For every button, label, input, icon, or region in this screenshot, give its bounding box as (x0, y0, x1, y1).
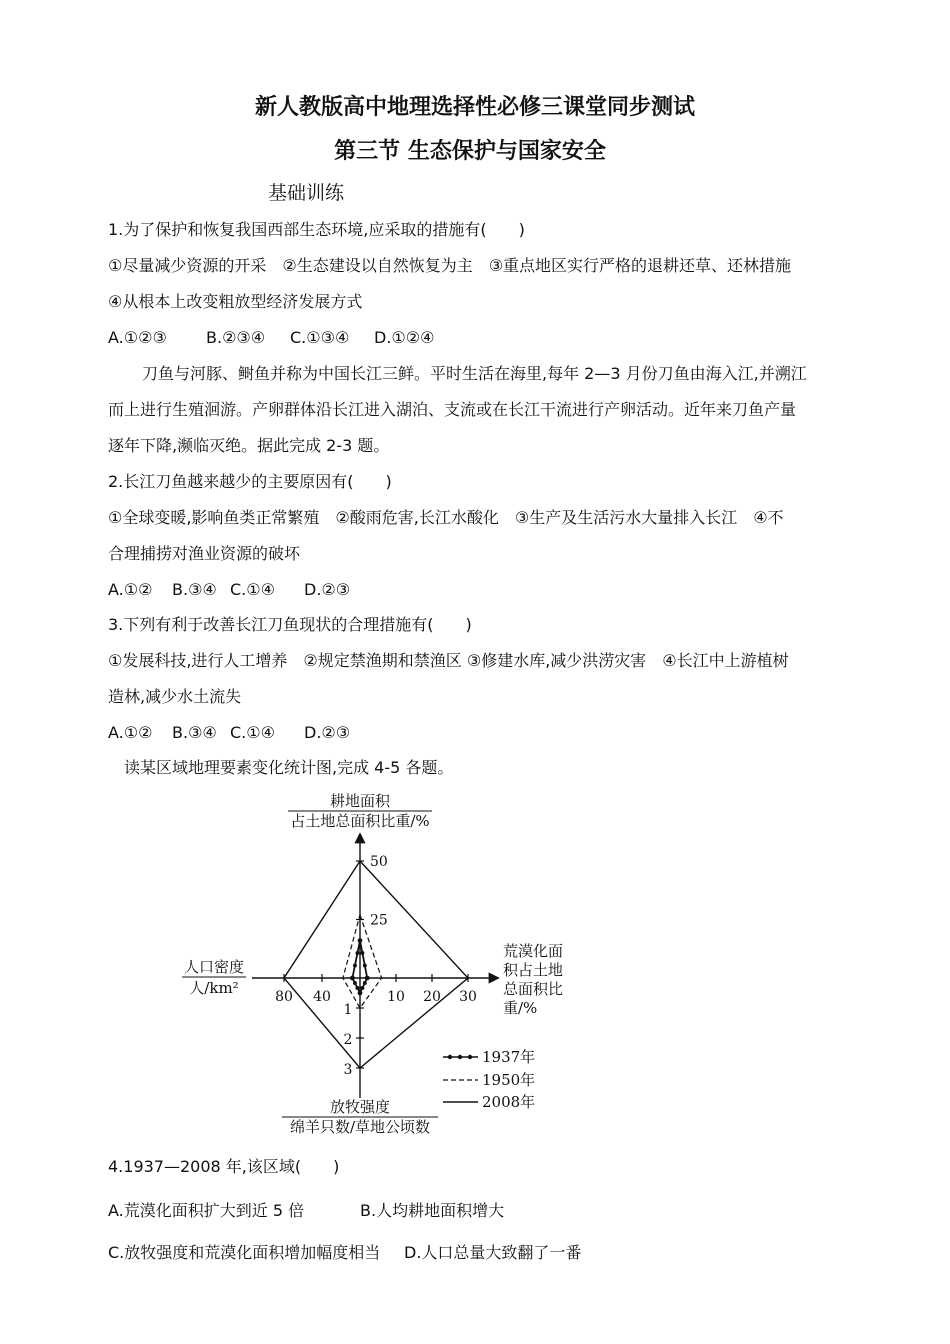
q4-option-c: C.放牧强度和荒漠化面积增加幅度相当 (108, 1243, 381, 1262)
page-title: 新人教版高中地理选择性必修三课堂同步测试 (254, 95, 695, 120)
tick-label-desertification: 20 (423, 989, 441, 1005)
passage1-line2: 而上进行生殖洄游。产卵群体沿长江进入湖泊、支流或在长江干流进行产卵活动。近年来刀鱼产量 (108, 400, 797, 419)
q4-stem: 4.1937—2008 年,该区域( ) (108, 1157, 340, 1176)
q4-option-b: B.人均耕地面积增大 (360, 1201, 505, 1220)
axis-right-label-3: 总面积比 (503, 980, 564, 998)
tick-label-grazing: 2 (343, 1032, 353, 1048)
series-1937-point (365, 976, 370, 981)
q1-option-b: B.②③④ (206, 328, 266, 347)
legend-1950-label: 1950年 (482, 1071, 536, 1089)
q2-items-line2: 合理捕捞对渔业资源的破坏 (108, 544, 301, 563)
passage1-line3: 逐年下降,濒临灭绝。据此完成 2-3 题。 (108, 436, 390, 455)
axis-left-label-2: 人/km² (189, 979, 239, 997)
axis-top-label-1: 耕地面积 (329, 792, 391, 810)
q2-option-b: B.③④ (172, 580, 217, 599)
tick-label-cropland: 50 (370, 854, 388, 870)
tick-label-grazing: 3 (343, 1062, 353, 1078)
q3-option-c: C.①④ (230, 723, 275, 742)
series-1937-point (358, 991, 363, 996)
axis-top-label-2: 占土地总面积比重/% (290, 812, 430, 830)
q3-options (108, 722, 350, 744)
series-1937-point (358, 938, 363, 943)
tick-label-population: 80 (275, 989, 293, 1005)
q2-items-line1: ①全球变暖,影响鱼类正常繁殖 ②酸雨危害,长江水酸化 ③生产及生活污水大量排入长江 ④不 (108, 508, 784, 527)
q4-option-d: D.人口总量大致翻了一番 (404, 1243, 582, 1262)
q1-option-c: C.①③④ (290, 328, 350, 347)
q3-option-b: B.③④ (172, 723, 217, 742)
tick-label-population: 40 (313, 989, 331, 1005)
q2-options (108, 579, 350, 601)
section-heading: 基础训练 (268, 182, 345, 204)
q3-option-a: A.①② (108, 723, 153, 742)
legend-1937-dot (448, 1055, 452, 1059)
passage2: 读某区域地理要素变化统计图,完成 4-5 各题。 (124, 758, 454, 777)
series-1937-marker (353, 981, 357, 985)
page-subtitle: 第三节 生态保护与国家安全 (334, 139, 606, 164)
legend-2008-label: 2008年 (482, 1093, 536, 1111)
q1-option-a: A.①②③ (108, 328, 167, 347)
axis-bottom-label-1: 放牧强度 (329, 1098, 391, 1116)
tick-label-desertification: 10 (387, 989, 405, 1005)
legend-1937-dot (458, 1055, 462, 1059)
legend-1937-dot (468, 1055, 472, 1059)
series-1937-marker (355, 986, 359, 990)
tick-label-grazing: 1 (343, 1002, 353, 1018)
passage1-line1: 刀鱼与河豚、鲥鱼并称为中国长江三鲜。平时生活在海里,每年 2—3 月份刀鱼由海入江,并溯江 (142, 364, 807, 383)
q4-option-a: A.荒漠化面积扩大到近 5 倍 (108, 1201, 305, 1220)
series-1937-marker (363, 981, 367, 985)
series-1937-marker (360, 986, 364, 990)
series-1937-marker (355, 951, 359, 955)
q2-option-a: A.①② (108, 580, 153, 599)
q1-items-line1: ①尽量减少资源的开采 ②生态建设以自然恢复为主 ③重点地区实行严格的退耕还草、还林措施 (108, 256, 792, 275)
series-1950年-polygon (343, 915, 382, 1008)
series-2008年-polygon (284, 861, 468, 1068)
q3-items-line2: 造林,减少水土流失 (108, 687, 242, 706)
series-1937年-polygon (352, 941, 367, 993)
axis-right-label-1: 荒漠化面 (503, 942, 564, 960)
axis-left-label-1: 人口密度 (183, 958, 245, 976)
legend-1937-label: 1937年 (482, 1048, 536, 1066)
series-1937-point (350, 976, 355, 981)
tick-label-cropland: 25 (370, 912, 388, 929)
q2-option-c: C.①④ (230, 580, 275, 599)
q1-stem: 1.为了保护和恢复我国西部生态环境,应采取的措施有( ) (108, 220, 525, 239)
q1-option-d: D.①②④ (374, 328, 435, 347)
series-1937-marker (353, 964, 357, 968)
series-1937-marker (360, 951, 364, 955)
q3-option-d: D.②③ (304, 723, 351, 742)
q2-option-d: D.②③ (304, 580, 351, 599)
series-1937-marker (363, 964, 367, 968)
q3-stem: 3.下列有利于改善长江刀鱼现状的合理措施有( ) (108, 615, 472, 634)
q2-stem: 2.长江刀鱼越来越少的主要原因有( ) (108, 472, 392, 491)
axis-right-label-4: 重/% (503, 999, 538, 1017)
axis-bottom-label-2: 绵羊只数/草地公顷数 (289, 1118, 431, 1136)
q1-options (108, 327, 434, 349)
q1-items-line2: ④从根本上改变粗放型经济发展方式 (108, 292, 363, 311)
tick-label-desertification: 30 (459, 989, 477, 1005)
q3-items-line1: ①发展科技,进行人工增养 ②规定禁渔期和禁渔区 ③修建水库,减少洪涝灾害 ④长江中上游植树 (108, 651, 789, 670)
axis-right-label-2: 积占土地 (503, 961, 564, 979)
